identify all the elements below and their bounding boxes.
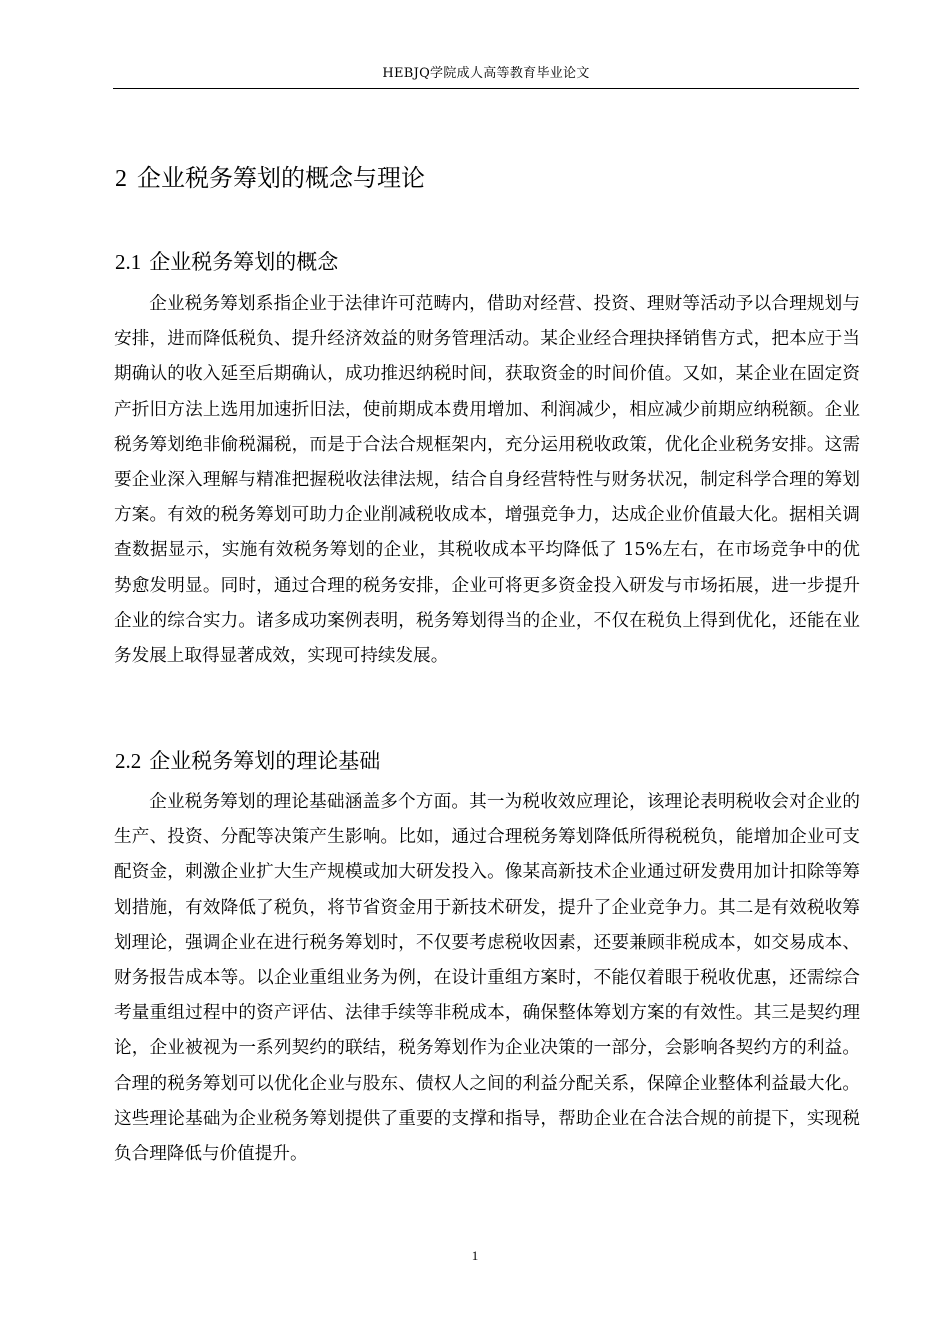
running-header: HEBJQ学院成人高等教育毕业论文 xyxy=(382,66,590,81)
section-title-2-1 xyxy=(115,246,338,278)
chapter-number: 2 xyxy=(115,166,127,192)
section-title-2-2 xyxy=(115,745,380,777)
chapter-title-text: 企业税务筹划的概念与理论 xyxy=(137,164,425,192)
paragraph-tax-planning-theory: 企业税务筹划的理论基础涵盖多个方面。其一为税收效应理论，该理论表明税收会对企业的生产、投资、分配等决策产生影响。比如，通过合理税务筹划降低所得税税负，能增加企业可支配资金，刺激企业扩大生产规模或加大研发投入。像某高新技术企业通过研发费用加计扣除等筹划措施，有效降低了税负，将节省资金用于新技术研发，提升了企业竞争力。其二是有效税收筹划理论，强调企业在进行税务筹划时，不仅要考虑税收因素，还要兼顾非税成本，如交易成本、财务报告成本等。以企业重组业务为例，在设计重组方案时，不能仅着眼于税收优惠，还需综合考量重组过程中的资产评估、法律手续等非税成本，确保整体筹划方案的有效性。其三是契约理论，企业被视为一系列契约的联结，税务筹划作为企业决策的一部分，会影响各契约方的利益。合理的税务筹划可以优化企业与股东、债权人之间的利益分配关系，保障企业整体利益最大化。这些理论基础为企业税务筹划提供了重要的支撑和指导，帮助企业在合法合规的前提下，实现税负合理降低与价值提升。 xyxy=(114,792,860,1165)
section-title-text: 企业税务筹划的理论基础 xyxy=(149,749,381,773)
section-number: 2.2 xyxy=(115,749,142,773)
chapter-title xyxy=(115,160,425,197)
section-title-text: 企业税务筹划的概念 xyxy=(149,250,339,274)
section-number: 2.1 xyxy=(115,250,142,274)
paragraph-tax-planning-concept: 企业税务筹划系指企业于法律许可范畴内，借助对经营、投资、理财等活动予以合理规划与安排，进而降低税负、提升经济效益的财务管理活动。某企业经合理抉择销售方式，把本应于当期确认的收入延至后期确认，成功推迟纳税时间，获取资金的时间价值。又如，某企业在固定资产折旧方法上选用加速折旧法，使前期成本费用增加、利润减少，相应减少前期应纳税额。企业税务筹划绝非偷税漏税，而是于合法合规框架内，充分运用税收政策，优化企业税务安排。这需要企业深入理解与精准把握税收法律法规，结合自身经营特性与财务状况，制定科学合理的筹划方案。有效的税务筹划可助力企业削减税收成本，增强竞争力，达成企业价值最大化。据相关调查数据显示，实施有效税务筹划的企业，其税收成本平均降低了 15%左右，在市场竞争中的优势愈发明显。同时，通过合理的税务安排，企业可将更多资金投入研发与市场拓展，进一步提升企业的综合实力。诸多成功案例表明，税务筹划得当的企业，不仅在税负上得到优化，还能在业务发展上取得显著成效，实现可持续发展。 xyxy=(114,294,860,667)
page-number: 1 xyxy=(471,1248,479,1263)
header-rule xyxy=(113,88,859,89)
